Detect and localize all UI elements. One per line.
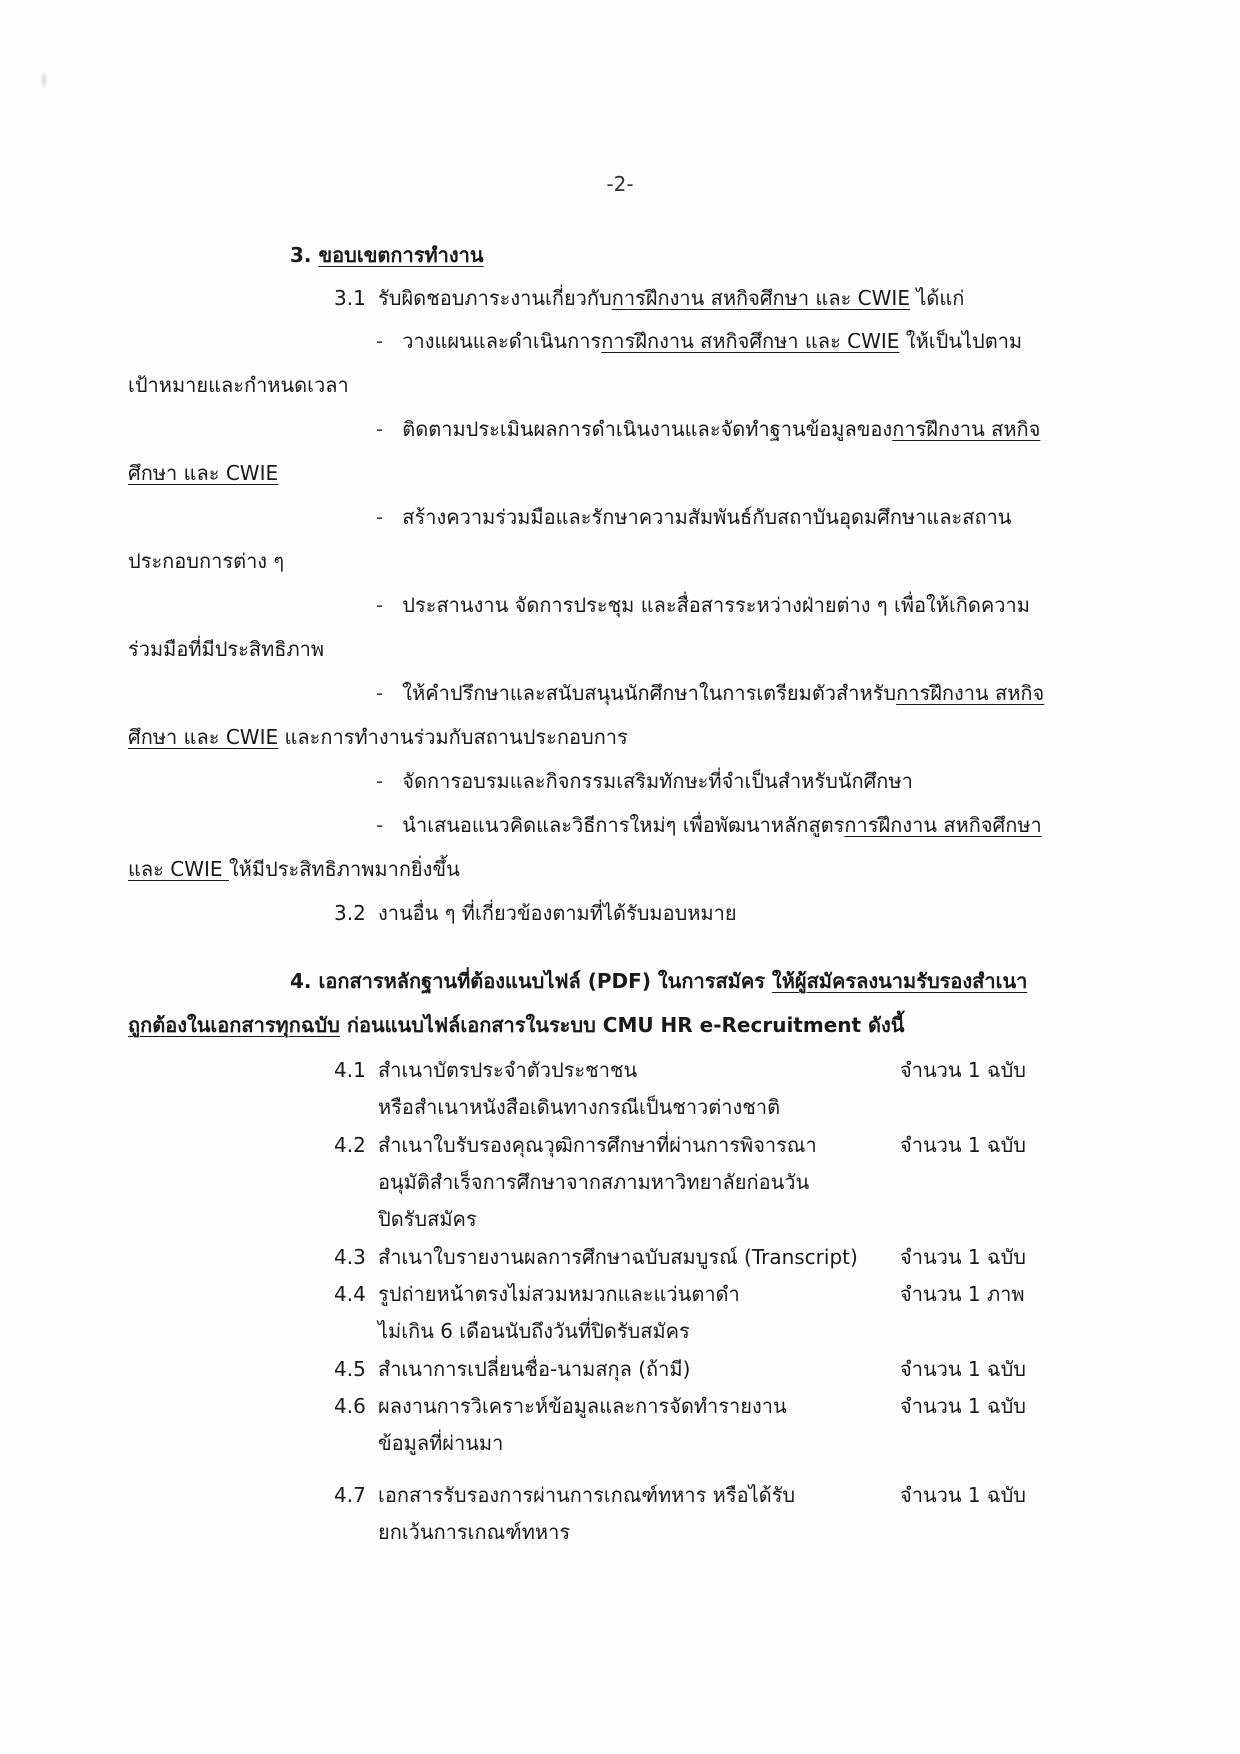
document-item-quantity: จำนวน 1 ฉบับ [900,1245,1026,1269]
bullet-1-text: วางแผนและดำเนินการ [402,329,602,353]
bullet-3-text: สร้างความร่วมมือและรักษาความสัมพันธ์กับสถาบันอุดมศึกษาและสถาน [402,505,1012,529]
bullet-7-continuation: ให้มีประสิทธิภาพมากยิ่งขึ้น [228,857,460,881]
item-3-2-number: 3.2 [334,901,366,925]
document-item-text: สำเนาใบรับรองคุณวุฒิการศึกษาที่ผ่านการพิจารณา [378,1133,817,1157]
section-3-heading [290,240,484,270]
bullet-5-link: การฝึกงาน สหกิจ [896,681,1045,705]
bullet-2-link: การฝึกงาน สหกิจ [892,417,1041,441]
section-3-number: 3. [290,243,312,267]
bullet-4-text: ประสานงาน จัดการประชุม และสื่อสารระหว่างฝ่ายต่าง ๆ เพื่อให้เกิดความ [402,593,1030,617]
bullet-2-line-1: - ติดตามประเมินผลการดำเนินงานและจัดทำฐานข้อมูลของการฝึกงาน สหกิจ [376,417,1041,441]
document-item-1-line-1 [334,1055,637,1085]
item-3-1 [334,283,964,313]
bullet-5-text: ให้คำปรึกษาและสนับสนุนนักศึกษาในการเตรียมตัวสำหรับ [402,681,897,705]
item-3-2-text: งานอื่น ๆ ที่เกี่ยวข้องตามที่ได้รับมอบหมาย [378,901,737,925]
document-item-text: หรือสำเนาหนังสือเดินทางกรณีเป็นชาวต่างชาติ [378,1095,781,1119]
bullet-6-text: จัดการอบรมและกิจกรรมเสริมทักษะที่จำเป็นสำหรับนักศึกษา [402,769,913,793]
document-item-text: ผลงานการวิเคราะห์ข้อมูลและการจัดทำรายงาน [378,1394,787,1418]
document-item-6-line-2 [378,1428,503,1458]
document-item-text: ยกเว้นการเกณฑ์ทหาร [378,1520,571,1544]
bullet-5-link-continued: ศึกษา และ CWIE [128,725,279,749]
bullet-5-continuation: และการทำงานร่วมกับสถานประกอบการ [278,725,628,749]
section-4-heading [290,966,1027,996]
section-4-intro-link-2: ถูกต้องในเอกสารทุกฉบับ [128,1013,340,1037]
document-item-quantity: จำนวน 1 ฉบับ [900,1394,1026,1418]
scan-speck [40,70,48,90]
document-item-number: 4.3 [334,1245,366,1269]
item-3-1-prefix: รับผิดชอบภาระงานเกี่ยวกับ [378,286,612,310]
bullet-7-line-2 [128,854,460,884]
document-item-number: 4.7 [334,1483,366,1507]
document-item-5-line-1 [334,1354,690,1384]
document-item-quantity: จำนวน 1 ฉบับ [900,1483,1026,1507]
document-item-quantity: จำนวน 1 ฉบับ [900,1133,1026,1157]
section-4-intro-link-1: ให้ผู้สมัครลงนามรับรองสำเนา [771,969,1028,993]
bullet-1-link: การฝึกงาน สหกิจศึกษา และ CWIE [601,329,900,353]
item-3-1-suffix: ได้แก่ [909,286,965,310]
bullet-3-line-2 [128,546,284,576]
bullet-5-line-2 [128,722,628,752]
document-item-4-line-2 [378,1316,690,1346]
bullet-4-line-1: - ประสานงาน จัดการประชุม และสื่อสารระหว่างฝ่ายต่าง ๆ เพื่อให้เกิดความ [376,593,1030,617]
section-4-intro-pre: เอกสารหลักฐานที่ต้องแนบไฟล์ (PDF) ในการสมัคร [318,969,772,993]
section-4-number: 4. [290,969,312,993]
document-item-number: 4.2 [334,1133,366,1157]
section-3-title: ขอบเขตการทำงาน [318,243,484,267]
document-item-quantity: จำนวน 1 ภาพ [900,1282,1025,1306]
bullet-2-line-2 [128,458,278,488]
item-3-1-number: 3.1 [334,286,366,310]
bullet-4-continuation: ร่วมมือที่มีประสิทธิภาพ [128,637,325,661]
document-item-7-line-2 [378,1517,570,1547]
document-item-number: 4.1 [334,1058,366,1082]
bullet-2-link-continued: ศึกษา และ CWIE [128,461,279,485]
document-item-text: รูปถ่ายหน้าตรงไม่สวมหมวกและแว่นตาดำ [378,1282,740,1306]
document-item-7-line-1 [334,1480,795,1510]
document-item-number: 4.4 [334,1282,366,1306]
document-item-3-line-1 [334,1242,858,1272]
document-item-text: อนุมัติสำเร็จการศึกษาจากสภามหาวิทยาลัยก่อนวัน [378,1170,810,1194]
bullet-7-line-1: - นำเสนอแนวคิดและวิธีการใหม่ๆ เพื่อพัฒนาหลักสูตรการฝึกงาน สหกิจศึกษา [376,813,1042,837]
document-item-number: 4.6 [334,1394,366,1418]
bullet-7-link: การฝึกงาน สหกิจศึกษา [844,813,1042,837]
item-3-2 [334,898,737,928]
document-item-1-line-2 [378,1092,780,1122]
document-item-quantity: จำนวน 1 ฉบับ [900,1357,1026,1381]
bullet-4-line-2 [128,634,324,664]
document-item-4-line-1 [334,1279,740,1309]
bullet-1-continuation: เป้าหมายและกำหนดเวลา [128,373,349,397]
document-item-text: สำเนาการเปลี่ยนชื่อ-นามสกุล (ถ้ามี) [378,1357,691,1381]
document-item-2-line-1 [334,1130,817,1160]
bullet-1-line-2 [128,370,349,400]
document-item-number: 4.5 [334,1357,366,1381]
document-item-text: สำเนาบัตรประจำตัวประชาชน [378,1058,638,1082]
document-item-text: เอกสารรับรองการผ่านการเกณฑ์ทหาร หรือได้รับ [378,1483,796,1507]
bullet-2-text: ติดตามประเมินผลการดำเนินงานและจัดทำฐานข้อมูลของ [402,417,893,441]
page-number: -2- [606,172,634,196]
document-item-text: ปิดรับสมัคร [378,1207,477,1231]
document-item-quantity: จำนวน 1 ฉบับ [900,1058,1026,1082]
document-item-text: ข้อมูลที่ผ่านมา [378,1431,504,1455]
bullet-1-line-1: - วางแผนและดำเนินการการฝึกงาน สหกิจศึกษา และ CWIE ให้เป็นไปตาม [376,329,1023,353]
bullet-7-link-continued: และ CWIE [128,857,229,881]
bullet-5-line-1: - ให้คำปรึกษาและสนับสนุนนักศึกษาในการเตรียมตัวสำหรับการฝึกงาน สหกิจ [376,681,1045,705]
document-item-2-line-2 [378,1167,809,1197]
item-3-1-link: การฝึกงาน สหกิจศึกษา และ CWIE [611,286,910,310]
document-item-6-line-1 [334,1391,787,1421]
document-item-2-line-3 [378,1204,477,1234]
bullet-1-post: ให้เป็นไปตาม [899,329,1023,353]
section-4-intro-line-2 [128,1010,904,1040]
bullet-3-line-1: - สร้างความร่วมมือและรักษาความสัมพันธ์กับสถาบันอุดมศึกษาและสถาน [376,505,1012,529]
document-item-text: สำเนาใบรายงานผลการศึกษาฉบับสมบูรณ์ (Transcript) [378,1245,858,1269]
section-4-intro-post: ก่อนแนบไฟล์เอกสารในระบบ CMU HR e-Recruitment ดังนี้ [339,1013,905,1037]
bullet-3-continuation: ประกอบการต่าง ๆ [128,549,285,573]
document-item-text: ไม่เกิน 6 เดือนนับถึงวันที่ปิดรับสมัคร [378,1319,690,1343]
bullet-6-line-1: - จัดการอบรมและกิจกรรมเสริมทักษะที่จำเป็นสำหรับนักศึกษา [376,769,913,793]
bullet-7-text: นำเสนอแนวคิดและวิธีการใหม่ๆ เพื่อพัฒนาหลักสูตร [402,813,845,837]
